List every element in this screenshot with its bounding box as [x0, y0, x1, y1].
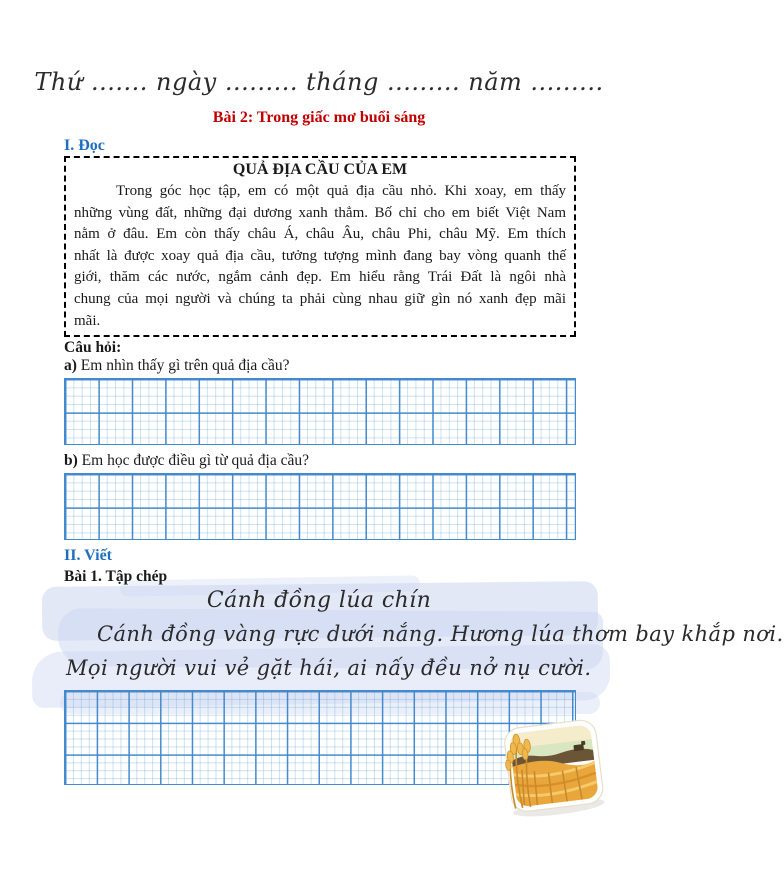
question-b-text: Em học được điều gì từ quả địa cầu?: [77, 452, 309, 469]
section-heading-read: I. Đọc: [64, 137, 105, 154]
passage-text: Trong góc học tập, em có một quả địa cầu nhỏ. Khi xoay, em thấy những vùng đất, những đại dương xanh thẳm. Bố chỉ cho em biết Việt Nam nằm ở đâu. Em còn thấy châu Á, châu Âu, châu Phi, châu Mỹ. Em thích nhất là được xoay quả địa cầu, tưởng tượng mình đang bay vòng quanh thế giới, thăm các nước, ngắm cảnh đẹp. Em hiểu rằng Trái Đất là ngôi nhà chung của mọi người và chúng ta phải cùng nhau giữ gìn nó xanh đẹp mãi mãi.: [74, 183, 566, 329]
copy-text-title: Cánh đồng lúa chín: [206, 588, 432, 613]
question-b-label: b): [64, 452, 78, 469]
writing-grid-answer-a: [64, 378, 576, 445]
copy-text-line-1: Cánh đồng vàng rực dưới nắng. Hương lúa thơm bay khắp nơi.: [97, 622, 784, 646]
date-header-line: Thứ ....... ngày ......... tháng ......... năm .........: [34, 68, 604, 96]
reading-passage-box: [64, 156, 576, 337]
question-a-line: [64, 357, 290, 375]
question-a-text: Em nhìn thấy gì trên quả địa cầu?: [76, 357, 290, 374]
exercise-label: Bài 1. Tập chép: [64, 568, 168, 585]
lesson-title: Bài 2: Trong giấc mơ buổi sáng: [212, 109, 426, 126]
questions-label: Câu hỏi:: [64, 339, 122, 356]
copy-text-line-2: Mọi người vui vẻ gặt hái, ai nấy đều nở nụ cười.: [66, 656, 592, 680]
question-a-label: a): [64, 357, 77, 374]
question-b-line: [64, 452, 309, 470]
passage-title: QUẢ ĐỊA CẦU CỦA EM: [232, 161, 408, 178]
wheat-field-illustration: [492, 720, 612, 820]
section-heading-write: II. Viết: [64, 547, 112, 564]
writing-grid-answer-b: [64, 473, 576, 540]
